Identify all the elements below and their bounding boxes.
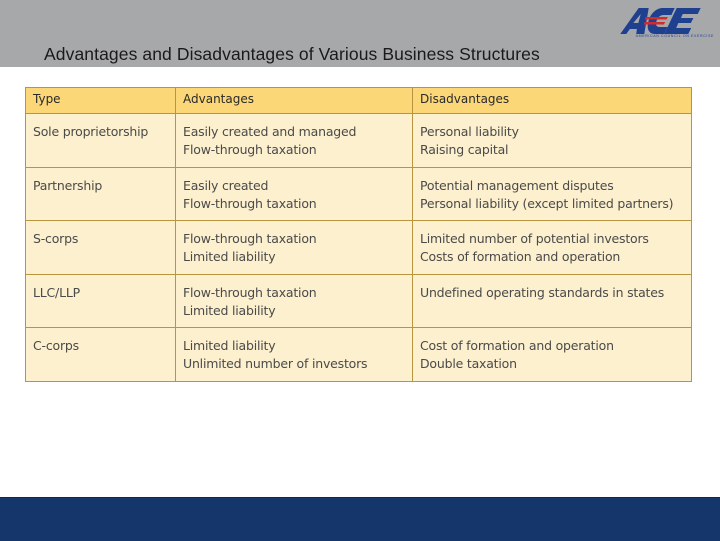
business-structures-table-wrap bbox=[25, 87, 691, 382]
advantages-cell: Easily created and managed Flow-through taxation bbox=[176, 114, 413, 168]
type-cell: S-corps bbox=[26, 221, 176, 275]
table-row bbox=[26, 221, 692, 275]
header-disadvantages: Disadvantages bbox=[413, 88, 692, 114]
type-cell: C-corps bbox=[26, 328, 176, 382]
disadvantages-cell: Personal liability Raising capital bbox=[413, 114, 692, 168]
slide-title: Advantages and Disadvantages of Various Business Structures bbox=[44, 44, 540, 64]
table-row bbox=[26, 167, 692, 221]
type-cell: Partnership bbox=[26, 167, 176, 221]
logo-tagline: AMERICAN COUNCIL ON EXERCISE bbox=[635, 34, 714, 38]
slide-header bbox=[0, 0, 720, 67]
business-structures-table bbox=[25, 87, 692, 382]
advantages-cell: Flow-through taxation Limited liability bbox=[176, 221, 413, 275]
table-row bbox=[26, 274, 692, 328]
advantages-cell: Flow-through taxation Limited liability bbox=[176, 274, 413, 328]
table-row bbox=[26, 328, 692, 382]
header-advantages: Advantages bbox=[176, 88, 413, 114]
table-header-row bbox=[26, 88, 692, 114]
disadvantages-cell: Potential management disputes Personal liability (except limited partners) bbox=[413, 167, 692, 221]
header-type: Type bbox=[26, 88, 176, 114]
disadvantages-cell: Limited number of potential investors Costs of formation and operation bbox=[413, 221, 692, 275]
disadvantages-cell: Cost of formation and operation Double taxation bbox=[413, 328, 692, 382]
table-row bbox=[26, 114, 692, 168]
slide-footer-bar bbox=[0, 497, 720, 541]
type-cell: LLC/LLP bbox=[26, 274, 176, 328]
type-cell: Sole proprietorship bbox=[26, 114, 176, 168]
advantages-cell: Easily created Flow-through taxation bbox=[176, 167, 413, 221]
advantages-cell: Limited liability Unlimited number of investors bbox=[176, 328, 413, 382]
disadvantages-cell: Undefined operating standards in states bbox=[413, 274, 692, 328]
ace-logo bbox=[614, 4, 714, 44]
